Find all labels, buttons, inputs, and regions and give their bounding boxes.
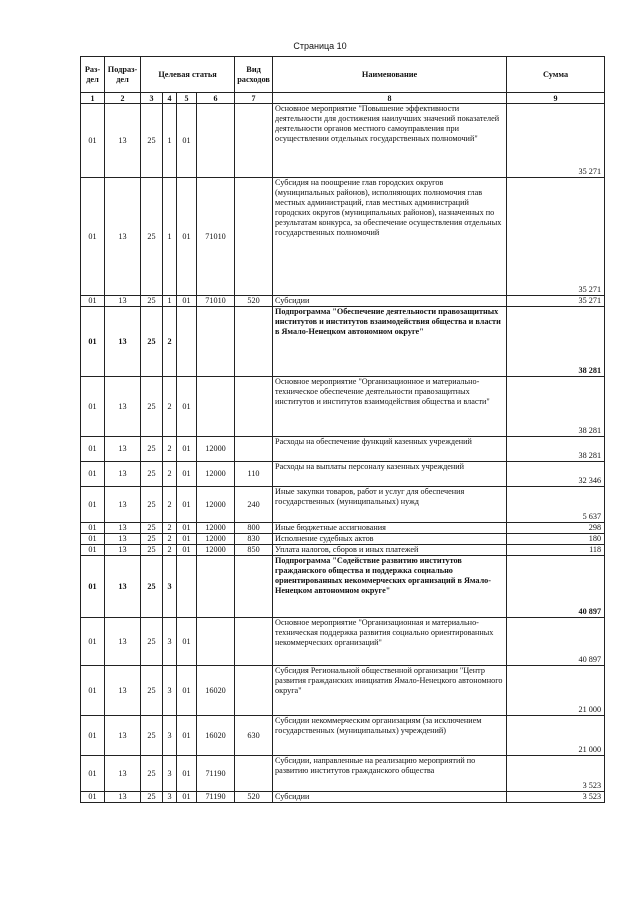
cell-sum: 40 897 <box>507 618 605 666</box>
cell-target-subprogram: 1 <box>163 104 177 178</box>
col-sum: Сумма <box>507 57 605 93</box>
cell-razdel: 01 <box>81 377 105 437</box>
index-cell: 5 <box>177 93 197 104</box>
cell-razdel: 01 <box>81 437 105 462</box>
cell-razdel: 01 <box>81 556 105 618</box>
cell-sum: 298 <box>507 523 605 534</box>
cell-target-program: 25 <box>141 437 163 462</box>
cell-expense-type <box>235 666 273 716</box>
cell-name: Субсидии <box>273 296 507 307</box>
index-cell: 2 <box>105 93 141 104</box>
cell-razdel: 01 <box>81 296 105 307</box>
cell-target-subprogram: 3 <box>163 792 177 803</box>
cell-target-subprogram: 2 <box>163 307 177 377</box>
cell-target-event: 01 <box>177 178 197 296</box>
cell-target-direction: 12000 <box>197 487 235 523</box>
table-row <box>81 666 605 716</box>
cell-target-direction <box>197 307 235 377</box>
cell-podrazdel: 13 <box>105 307 141 377</box>
cell-target-program: 25 <box>141 756 163 792</box>
cell-razdel: 01 <box>81 666 105 716</box>
cell-expense-type <box>235 104 273 178</box>
budget-table <box>80 56 605 803</box>
cell-expense-type: 630 <box>235 716 273 756</box>
cell-expense-type: 520 <box>235 296 273 307</box>
cell-target-program: 25 <box>141 104 163 178</box>
cell-name: Субсидия на поощрение глав городских округов (муниципальных районов), исполняющих полномочия глав местных администраций, глав местных администраций городских округов (муниципальных районов), назначенных по результатам конкурса, за обеспечение осуществления отдельных государственных полномочий <box>273 178 507 296</box>
cell-razdel: 01 <box>81 523 105 534</box>
col-name: Наименование <box>273 57 507 93</box>
table-row <box>81 618 605 666</box>
cell-target-program: 25 <box>141 178 163 296</box>
cell-expense-type <box>235 756 273 792</box>
index-cell: 4 <box>163 93 177 104</box>
cell-podrazdel: 13 <box>105 462 141 487</box>
cell-target-subprogram: 3 <box>163 556 177 618</box>
cell-sum: 5 637 <box>507 487 605 523</box>
cell-target-program: 25 <box>141 534 163 545</box>
cell-target-direction <box>197 556 235 618</box>
table-row <box>81 377 605 437</box>
cell-sum: 118 <box>507 545 605 556</box>
cell-target-direction <box>197 377 235 437</box>
cell-target-program: 25 <box>141 716 163 756</box>
cell-razdel: 01 <box>81 104 105 178</box>
cell-target-program: 25 <box>141 487 163 523</box>
cell-target-program: 25 <box>141 792 163 803</box>
cell-target-program: 25 <box>141 307 163 377</box>
cell-target-direction <box>197 104 235 178</box>
cell-target-event <box>177 307 197 377</box>
cell-name: Уплата налогов, сборов и иных платежей <box>273 545 507 556</box>
table-row <box>81 545 605 556</box>
cell-sum: 40 897 <box>507 556 605 618</box>
cell-podrazdel: 13 <box>105 534 141 545</box>
cell-target-subprogram: 2 <box>163 487 177 523</box>
table-row <box>81 792 605 803</box>
cell-target-direction: 71190 <box>197 756 235 792</box>
cell-podrazdel: 13 <box>105 523 141 534</box>
cell-target-event: 01 <box>177 756 197 792</box>
cell-target-event <box>177 556 197 618</box>
cell-razdel: 01 <box>81 792 105 803</box>
cell-name: Субсидии, направленные на реализацию мероприятий по развитию институтов гражданского общества <box>273 756 507 792</box>
cell-podrazdel: 13 <box>105 296 141 307</box>
cell-target-event: 01 <box>177 545 197 556</box>
cell-target-subprogram: 3 <box>163 756 177 792</box>
index-cell: 8 <box>273 93 507 104</box>
index-row <box>81 93 605 104</box>
cell-razdel: 01 <box>81 462 105 487</box>
cell-target-event: 01 <box>177 666 197 716</box>
cell-target-subprogram: 2 <box>163 437 177 462</box>
cell-razdel: 01 <box>81 178 105 296</box>
col-podrazdel: Подраз-дел <box>105 57 141 93</box>
cell-podrazdel: 13 <box>105 716 141 756</box>
cell-razdel: 01 <box>81 487 105 523</box>
cell-target-subprogram: 2 <box>163 377 177 437</box>
cell-razdel: 01 <box>81 307 105 377</box>
cell-target-subprogram: 1 <box>163 178 177 296</box>
table-row <box>81 178 605 296</box>
index-cell: 9 <box>507 93 605 104</box>
cell-sum: 35 271 <box>507 104 605 178</box>
cell-expense-type <box>235 618 273 666</box>
cell-name: Основное мероприятие "Организационное и материально-техническое обеспечение деятельности правозащитных институтов и институтов взаимодействия общества и власти" <box>273 377 507 437</box>
cell-expense-type <box>235 307 273 377</box>
cell-target-subprogram: 3 <box>163 618 177 666</box>
cell-sum: 3 523 <box>507 756 605 792</box>
index-cell: 6 <box>197 93 235 104</box>
cell-target-direction: 12000 <box>197 534 235 545</box>
cell-podrazdel: 13 <box>105 756 141 792</box>
cell-target-event: 01 <box>177 377 197 437</box>
cell-target-program: 25 <box>141 556 163 618</box>
cell-expense-type: 830 <box>235 534 273 545</box>
table-row <box>81 462 605 487</box>
cell-podrazdel: 13 <box>105 377 141 437</box>
cell-target-event: 01 <box>177 523 197 534</box>
cell-name: Подпрограмма "Обеспечение деятельности правозащитных институтов и институтов взаимодействия общества и власти в Ямало-Ненецком автономном округе" <box>273 307 507 377</box>
cell-target-event: 01 <box>177 534 197 545</box>
cell-target-direction: 12000 <box>197 545 235 556</box>
cell-expense-type: 850 <box>235 545 273 556</box>
cell-sum: 38 281 <box>507 307 605 377</box>
col-razdel: Раз-дел <box>81 57 105 93</box>
cell-target-subprogram: 3 <box>163 666 177 716</box>
cell-target-program: 25 <box>141 618 163 666</box>
cell-target-event: 01 <box>177 104 197 178</box>
cell-podrazdel: 13 <box>105 104 141 178</box>
cell-target-program: 25 <box>141 545 163 556</box>
cell-target-event: 01 <box>177 792 197 803</box>
cell-razdel: 01 <box>81 545 105 556</box>
table-row <box>81 716 605 756</box>
cell-sum: 21 000 <box>507 666 605 716</box>
cell-razdel: 01 <box>81 716 105 756</box>
cell-name: Основное мероприятие "Повышение эффективности деятельности для достижения наилучших значений показателей деятельности органов местного самоуправления при осуществлении отдельных государственных полномочий" <box>273 104 507 178</box>
cell-sum: 35 271 <box>507 296 605 307</box>
cell-name: Подпрограмма "Содействие развитию институтов гражданского общества и поддержка социально ориентированных некоммерческих организаций в Ямало-Ненецком автономном округе" <box>273 556 507 618</box>
cell-sum: 38 281 <box>507 377 605 437</box>
cell-target-direction: 71010 <box>197 178 235 296</box>
cell-target-direction: 12000 <box>197 523 235 534</box>
cell-target-event: 01 <box>177 296 197 307</box>
cell-target-event: 01 <box>177 437 197 462</box>
cell-sum: 180 <box>507 534 605 545</box>
cell-target-program: 25 <box>141 666 163 716</box>
cell-razdel: 01 <box>81 534 105 545</box>
cell-podrazdel: 13 <box>105 437 141 462</box>
cell-sum: 21 000 <box>507 716 605 756</box>
cell-target-event: 01 <box>177 487 197 523</box>
index-cell: 7 <box>235 93 273 104</box>
cell-name: Субсидии <box>273 792 507 803</box>
cell-name: Основное мероприятие "Организационная и материально-техническая поддержка развития социально ориентированных некоммерческих организаций" <box>273 618 507 666</box>
cell-expense-type <box>235 437 273 462</box>
cell-expense-type <box>235 556 273 618</box>
cell-target-program: 25 <box>141 296 163 307</box>
cell-name: Иные бюджетные ассигнования <box>273 523 507 534</box>
table-row <box>81 487 605 523</box>
cell-name: Расходы на выплаты персоналу казенных учреждений <box>273 462 507 487</box>
cell-name: Субсидии некоммерческим организациям (за исключением государственных (муниципальных) учреждений) <box>273 716 507 756</box>
cell-target-subprogram: 3 <box>163 716 177 756</box>
cell-target-direction: 71010 <box>197 296 235 307</box>
cell-podrazdel: 13 <box>105 545 141 556</box>
cell-sum: 32 346 <box>507 462 605 487</box>
col-target: Целевая статья <box>141 57 235 93</box>
header-row <box>81 57 605 93</box>
cell-target-subprogram: 2 <box>163 534 177 545</box>
cell-podrazdel: 13 <box>105 618 141 666</box>
cell-name: Субсидия Региональной общественной организации "Центр развития гражданских инициатив Ямало-Ненецкого автономного округа" <box>273 666 507 716</box>
cell-target-direction: 16020 <box>197 716 235 756</box>
cell-razdel: 01 <box>81 618 105 666</box>
cell-target-event: 01 <box>177 462 197 487</box>
cell-target-event: 01 <box>177 716 197 756</box>
table-row <box>81 307 605 377</box>
cell-target-program: 25 <box>141 377 163 437</box>
cell-target-subprogram: 2 <box>163 545 177 556</box>
cell-podrazdel: 13 <box>105 487 141 523</box>
cell-target-program: 25 <box>141 462 163 487</box>
cell-sum: 38 281 <box>507 437 605 462</box>
cell-target-subprogram: 2 <box>163 523 177 534</box>
cell-target-subprogram: 2 <box>163 462 177 487</box>
table-row <box>81 556 605 618</box>
cell-sum: 3 523 <box>507 792 605 803</box>
table-row <box>81 296 605 307</box>
index-cell: 3 <box>141 93 163 104</box>
cell-expense-type: 800 <box>235 523 273 534</box>
cell-podrazdel: 13 <box>105 792 141 803</box>
table-row <box>81 523 605 534</box>
cell-target-direction: 12000 <box>197 437 235 462</box>
table-row <box>81 437 605 462</box>
cell-target-direction: 12000 <box>197 462 235 487</box>
table-row <box>81 534 605 545</box>
cell-target-event: 01 <box>177 618 197 666</box>
cell-name: Расходы на обеспечение функций казенных учреждений <box>273 437 507 462</box>
cell-target-subprogram: 1 <box>163 296 177 307</box>
cell-podrazdel: 13 <box>105 556 141 618</box>
cell-target-program: 25 <box>141 523 163 534</box>
cell-expense-type: 520 <box>235 792 273 803</box>
cell-name: Иные закупки товаров, работ и услуг для обеспечения государственных (муниципальных) нужд <box>273 487 507 523</box>
index-cell: 1 <box>81 93 105 104</box>
cell-expense-type <box>235 377 273 437</box>
cell-target-direction: 16020 <box>197 666 235 716</box>
cell-expense-type <box>235 178 273 296</box>
cell-name: Исполнение судебных актов <box>273 534 507 545</box>
cell-target-direction <box>197 618 235 666</box>
cell-razdel: 01 <box>81 756 105 792</box>
cell-podrazdel: 13 <box>105 178 141 296</box>
page-number: Страница 10 <box>293 41 347 51</box>
cell-target-direction: 71190 <box>197 792 235 803</box>
table-row <box>81 104 605 178</box>
cell-sum: 35 271 <box>507 178 605 296</box>
cell-expense-type: 240 <box>235 487 273 523</box>
cell-podrazdel: 13 <box>105 666 141 716</box>
col-vid: Вид расходов <box>235 57 273 93</box>
cell-expense-type: 110 <box>235 462 273 487</box>
table-row <box>81 756 605 792</box>
